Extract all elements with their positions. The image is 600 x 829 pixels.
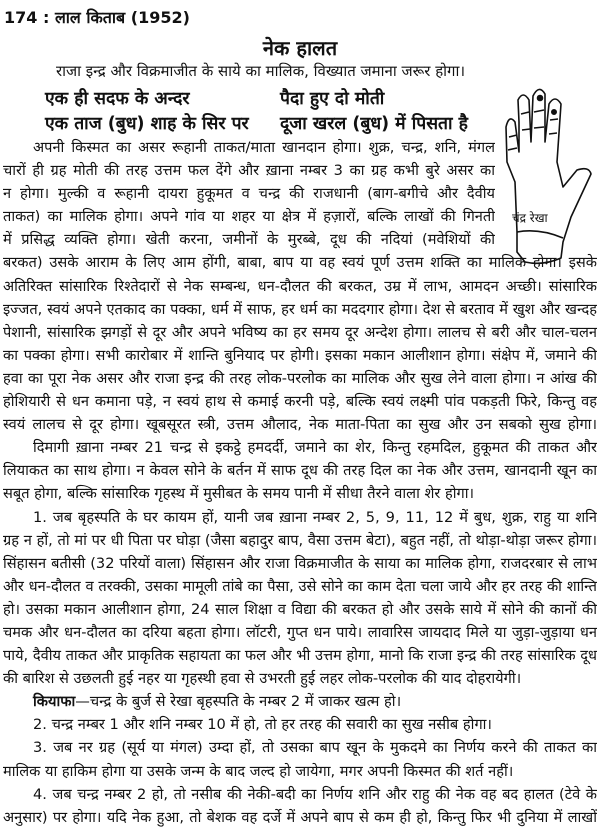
couplet-line2-left: एक ताज (बुध) शाह के सिर पर	[45, 114, 249, 134]
text-line: हो। उसका मकान आलीशान होगा, 24 साल शिक्षा व विद्या की बरकत हो और उसके साये में सोने की कानों की	[3, 600, 597, 618]
text-line: होशियारी से धन कमाना पड़े, न स्वयं हाथ से कमाई करनी पड़े, बल्कि स्वयं लक्ष्मी पांव पकड़ती फिरे, किन्तु वह	[3, 393, 597, 411]
text-line: और धन-दौलत व तरक्की, उसका मामूली तांबे का पैसा, उसे सोने का काम देता चला जाये और हर तरह की शान्ति	[3, 577, 597, 595]
text-line: 3. जब नर ग्रह (सूर्य या मंगल) उम्दा हों, तो उसका बाप खून के मुकदमे का निर्णय करने की ताकत का	[33, 739, 597, 757]
intro-line: राजा इन्द्र और विक्रमाजीत के साये का मालिक, विख्यात जमाना जरूर होगा।	[56, 62, 466, 80]
text-line: 4. जब चन्द्र नम्बर 2 हो, तो नसीब की नेकी-बदी का निर्णय शनि और राहु की नेक वह बद हालत (टेवे के	[33, 785, 597, 803]
text-line: इज्जत, स्वयं अपने एतकाद का पक्का, धर्म में साफ, हर धर्म का मददगार होगा। देश से बरताव में खुश और खन्दह	[3, 300, 597, 318]
text-line: अनुसार) पर होगा। यदि नेक हुआ, तो बेशक वह दर्जे में अपने बाप से कम ही हो, किन्तु फिर भी दुनिया में लाखों	[3, 808, 597, 826]
couplet-line1-left: एक ही सदफ के अन्दर	[45, 89, 190, 109]
text-line: चमक और धन-दौलत का दरिया बहता होगा। लॉटरी, गुप्त धन पाये। लावारिस जायदाद मिले या जुड़ा-जुड़ाया धन	[3, 623, 597, 641]
kiyafa-line	[3, 690, 597, 713]
text-line: हवा का पूरा नेक असर और राजा इन्द्र की तरह लोक-परलोक का मालिक और सुख लेने वाला होगा। न आंख की	[3, 369, 597, 387]
text-line: में प्रसिद्ध व्यक्ति होगा। खेती करना, जमीनों के मुरब्बे, दूध की नदियां (मवेशियों की	[3, 231, 495, 249]
section-title: नेक हालत	[262, 36, 338, 60]
text-line: का पक्का होगा। सभी कारोबार में शान्ति बुनियाद पर होगी। इसका मकान आलीशान होगा। संक्षेप में, जमाने की	[3, 346, 597, 364]
text-line: 2. चन्द्र नम्बर 1 और शनि नम्बर 10 में हो, तो हर तरह की सवारी का सुख नसीब होगा।	[33, 716, 492, 734]
couplet-line2-right: दूजा खरल (बुध) में पिसता है	[280, 114, 468, 134]
text-line: दिमागी ख़ाना नम्बर 21 चन्द्र से इकट्ठे हमदर्दी, जमाने का शेर, किन्तु रहमदिल, हुकूमत की ताकत और	[33, 439, 597, 457]
text-line: ताकत) का मालिक होगा। अपने गांव या शहर या क्षेत्र में हज़ारों, बल्कि लाखों की गिनती	[3, 208, 495, 226]
page-header: 174 : लाल किताब (1952)	[4, 8, 190, 27]
kiyafa-text: —चन्द्र के बुर्ज से रेखा बृहस्पति के नम्बर 2 में जाकर खत्म हो।	[75, 693, 402, 711]
text-line: 1. जब बृहस्पति के घर कायम हों, यानी जब ख़ाना नम्बर 2, 5, 9, 11, 12 में बुध, शुक्र, राहु या शनि	[33, 508, 597, 526]
text-line: सिंहासन बतीसी (32 परियों वाला) सिंहासन और राजा विक्रमाजीत के साया का मालिक होगा, राजदरबार से लाभ	[3, 554, 597, 572]
text-line: अतिरिक्त सांसारिक रिश्तेदारों से नेक सम्बन्ध, धन-दौलत की बरकत, उम्र में लाभ, आमदन अच्छी। सांसारिक	[3, 277, 597, 295]
text-line: मालिक या हाकिम होगा या उसके जन्म के बाद जल्द हो जायेगा, मगर अपनी किस्मत की शर्त नहीं।	[3, 762, 514, 780]
moon-line-label: चंद्र रेखा	[512, 211, 548, 225]
text-line: पेशानी, सांसारिक झगड़ों से दूर और अपने भविष्य का हर समय दूर अन्देश होगा। लालच से बरी और चाल-चलन	[3, 323, 597, 341]
text-line: चारों ही ग्रह मोती की तरह उत्तम फल देंगे और ख़ाना नम्बर 3 का ग्रह कभी बुरे असर का	[3, 162, 495, 180]
text-line: सबूत होगा, बल्कि सांसारिक गृहस्थ में मुसीबत के समय पानी में सीधा तैरने वाला शेर होगा।	[3, 485, 475, 503]
text-line: ग्रह न हों, तो मां पर धी पिता पर घोड़ा (जैसा बहादुर बाप, वैसा उत्तम बेटा), बहुत नहीं, तो थोड़ा-थोड़ा जरूर होगा।	[3, 531, 597, 549]
text-line: की बारिश से उछलती हुई नहर या गृहस्थी हवा से उभरती हुई लहर लोक-परलोक की याद दोहरायेगी।	[3, 670, 522, 688]
text-line: अपनी किस्मत का असर रूहानी ताकत/माता खानदान होगा। शुक्र, चन्द्र, शनि, मंगल	[33, 139, 495, 156]
text-line: स्वयं लालच से दूर होगा। खूबसूरत स्त्री, उत्तम औलाद, नेक माता-पिता का सुख और उन सबको सुख होगा।	[3, 416, 597, 434]
body-text	[3, 136, 597, 829]
text-line: पाये, दैवीय ताकत और प्राकृतिक सहायता का फल और भी उत्तम होगा, मानो कि राजा इन्द्र की तरह सांसारिक दूध	[3, 647, 597, 665]
text-line: बरकत) उसके आराम के लिए आम होंगी, बाबा, बाप या वह स्वयं पूर्ण उत्तम शक्ति का मालिक होगा। इसके	[3, 254, 597, 272]
kiyafa-label: कियाफा	[33, 693, 76, 711]
text-line: लियाकत का साथ होगा। न केवल सोने के बर्तन में साफ दूध की तरह दिल का नेक और उत्तम, खानदानी खून का	[3, 462, 597, 480]
couplet-line1-right: पैदा हुए दो मोती	[280, 89, 385, 109]
text-line: न होगा। मुल्की व रूहानी दायरा हुकूमत व चन्द्र की राजधानी (बाग-बगीचे और दैवीय	[3, 185, 495, 203]
